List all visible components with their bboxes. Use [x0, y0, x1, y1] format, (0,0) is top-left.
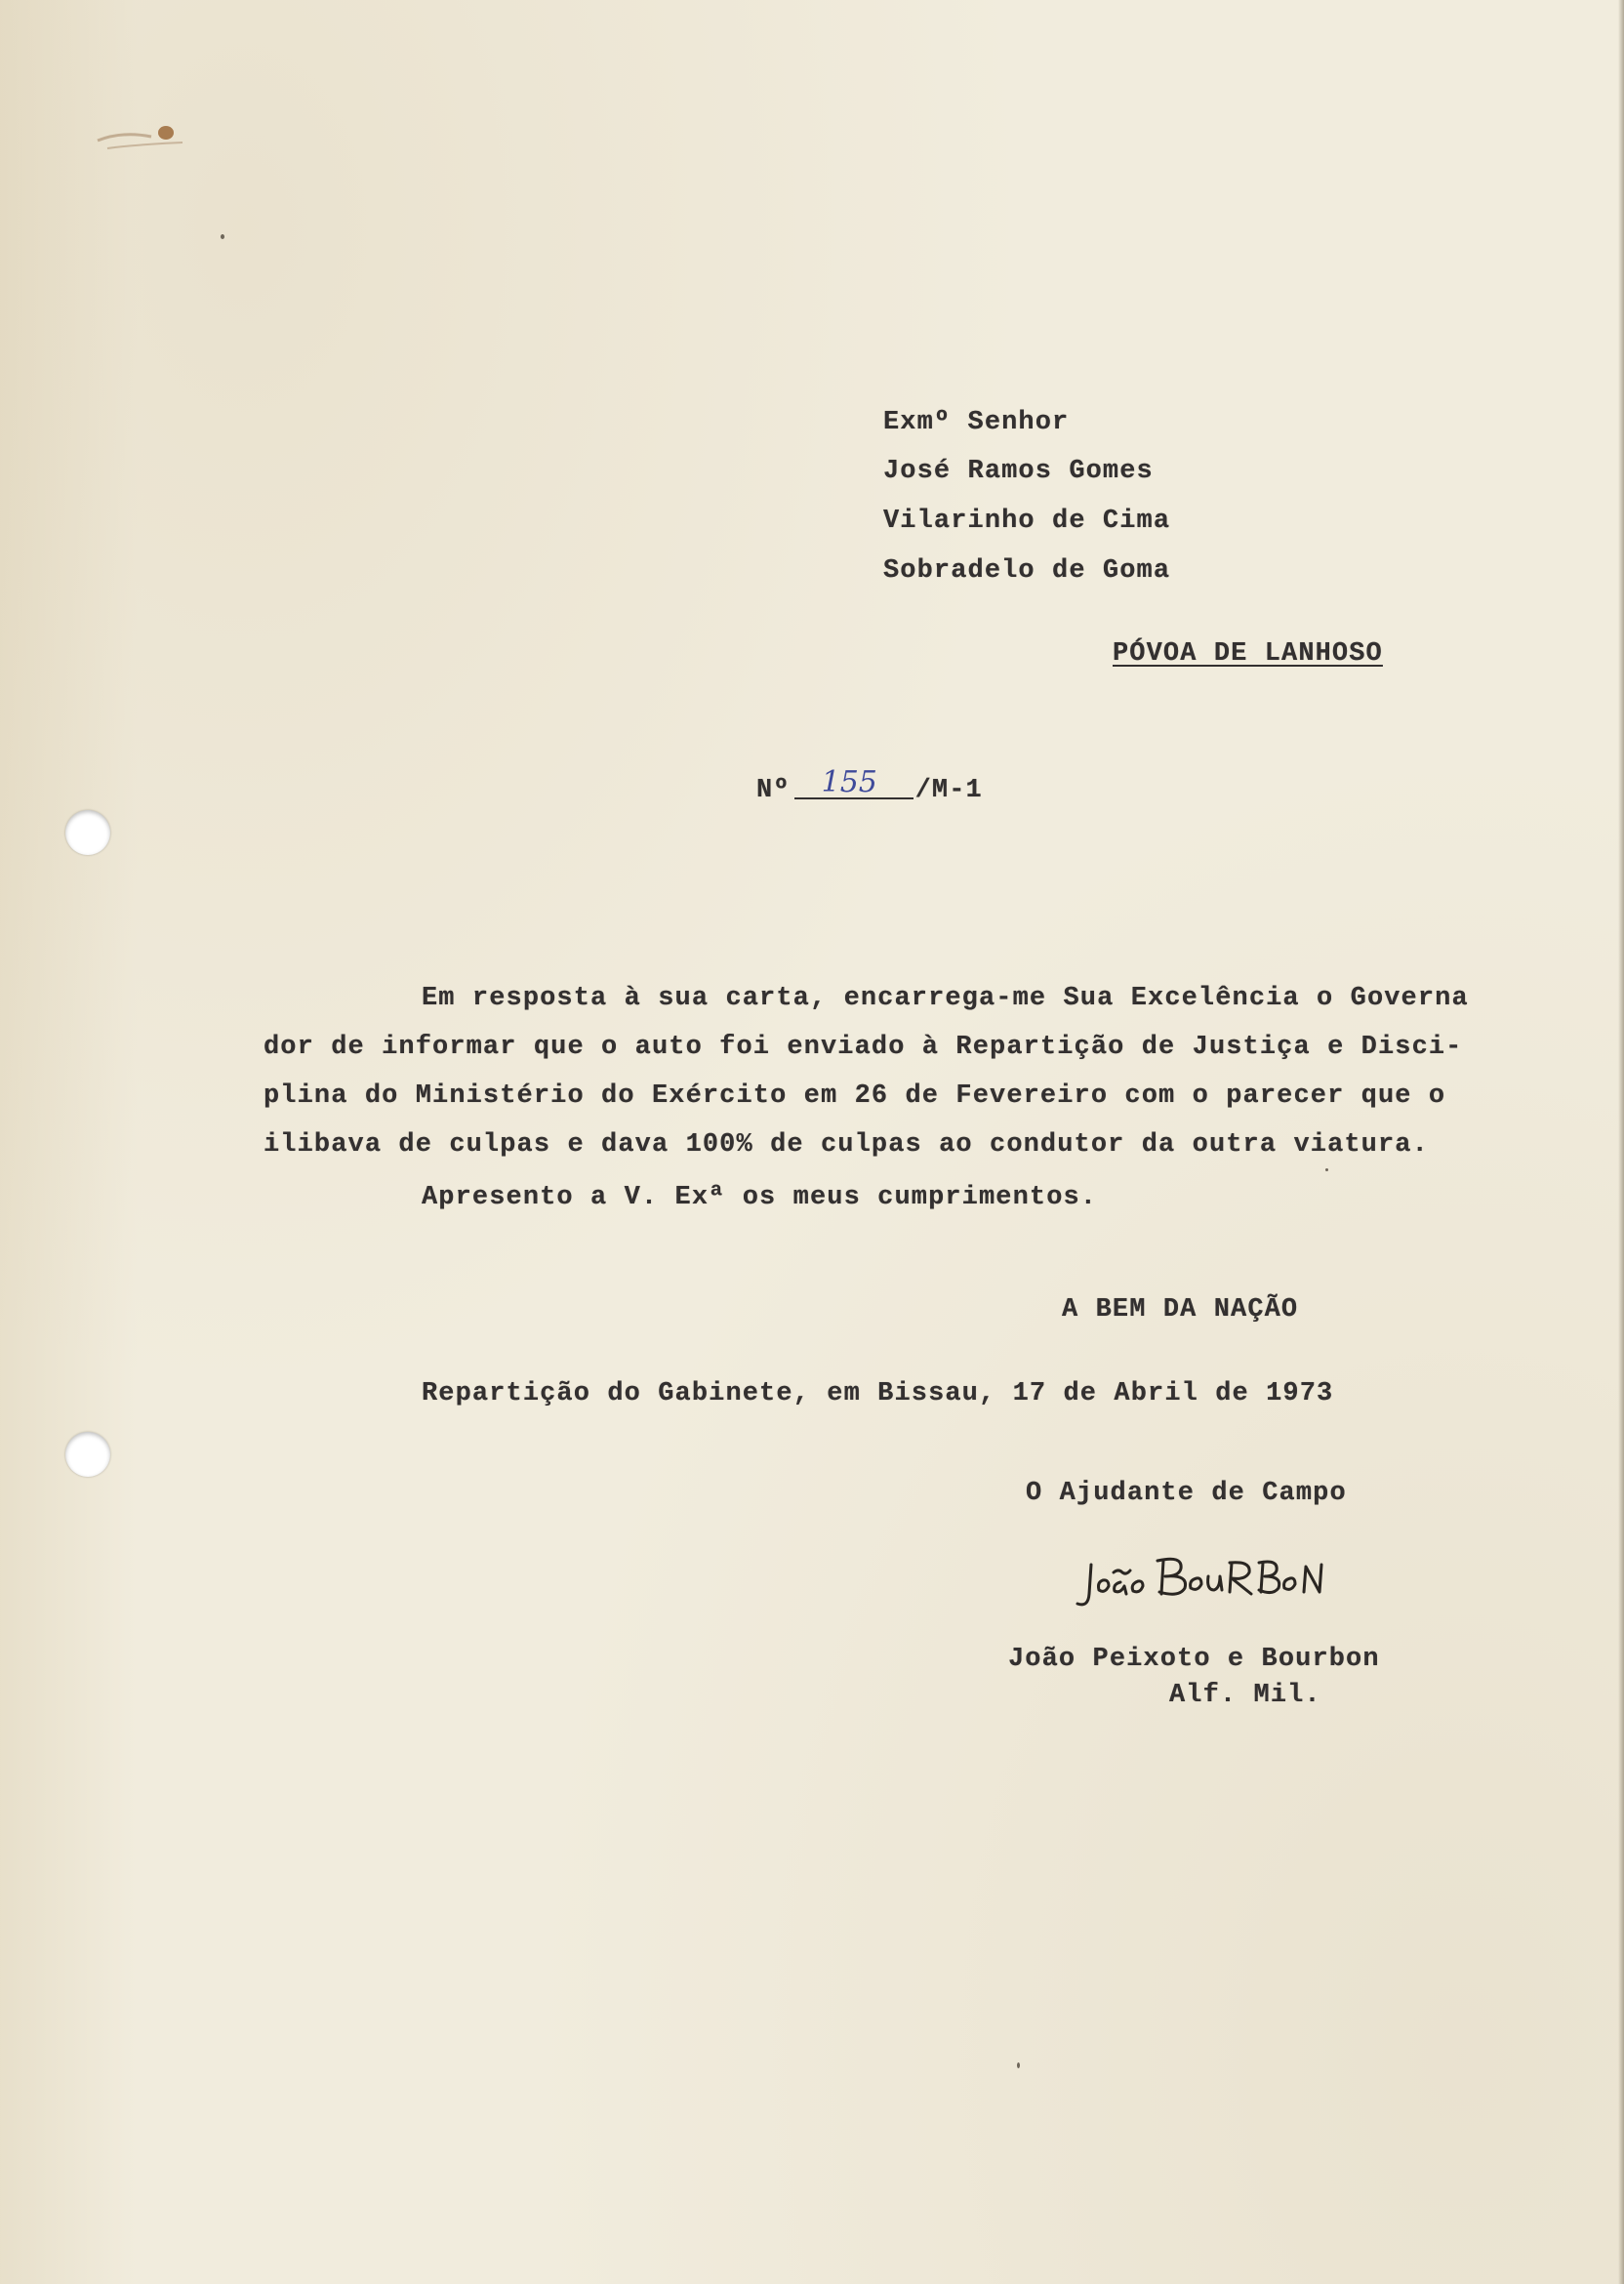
- page-edge-shadow: [1618, 0, 1624, 2284]
- signature-icon: [1074, 1547, 1327, 1620]
- recipient-address-line-2: Sobradelo de Goma: [883, 556, 1171, 586]
- reference-blank: [794, 764, 914, 799]
- reference-number: [756, 766, 983, 805]
- handwritten-signature: [1074, 1547, 1327, 1620]
- closing-phrase: A BEM DA NAÇÃO: [1062, 1295, 1299, 1325]
- reference-prefix: Nº: [756, 776, 791, 805]
- punch-hole-bottom: [65, 1432, 110, 1477]
- dateline: Repartição do Gabinete, em Bissau, 17 de Abril de 1973: [422, 1379, 1334, 1408]
- rust-stain-mark: [93, 119, 190, 158]
- signatory-rank: Alf. Mil.: [1169, 1681, 1321, 1710]
- recipient-address-line-1: Vilarinho de Cima: [883, 507, 1171, 536]
- punch-hole-top: [65, 810, 110, 855]
- body-line-4: ilibava de culpas e dava 100% de culpas ao condutor da outra viatura.: [264, 1130, 1429, 1160]
- body-line-1: Em resposta à sua carta, encarrega-me Sua Excelência o Governa: [422, 984, 1469, 1013]
- signatory-role: O Ajudante de Campo: [1026, 1479, 1347, 1508]
- body-line-2: dor de informar que o auto foi enviado à Repartição de Justiça e Disci-: [264, 1033, 1463, 1062]
- reference-handwritten-number: 155: [821, 765, 877, 799]
- reference-suffix: /M-1: [914, 776, 983, 805]
- recipient-city: PÓVOA DE LANHOSO: [1113, 639, 1383, 669]
- paper-speck: [1017, 2062, 1020, 2068]
- signatory-name: João Peixoto e Bourbon: [1008, 1645, 1380, 1674]
- paper-speck: [1325, 1168, 1328, 1171]
- body-line-5: Apresento a V. Exª os meus cumprimentos.: [422, 1183, 1098, 1212]
- recipient-name: José Ramos Gomes: [883, 457, 1154, 486]
- paper-speck: [221, 234, 224, 239]
- recipient-salutation: Exmº Senhor: [883, 408, 1070, 437]
- body-line-3: plina do Ministério do Exército em 26 de Fevereiro com o parecer que o: [264, 1081, 1446, 1111]
